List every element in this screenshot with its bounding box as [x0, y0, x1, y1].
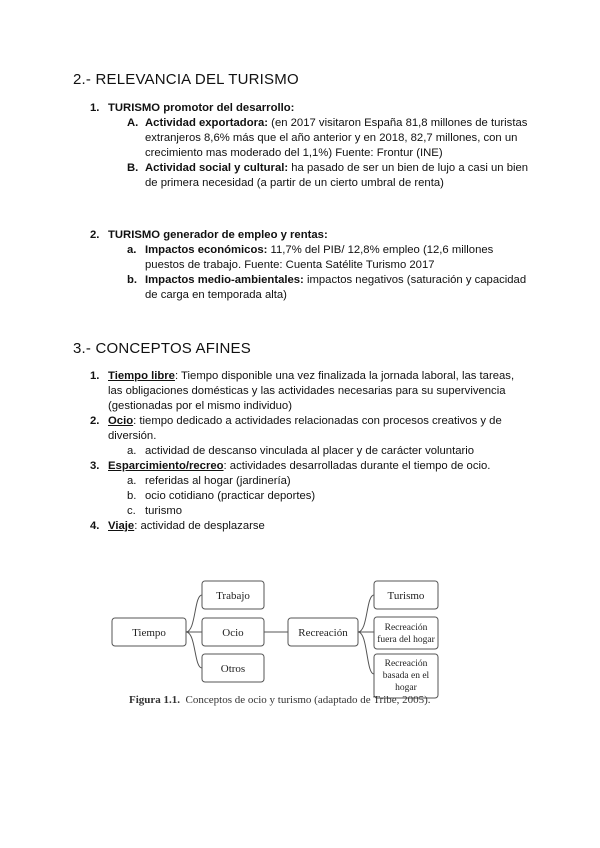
caption-text: Conceptos de ocio y turismo (adaptado de Tribe, 2005). — [185, 694, 431, 706]
list-item: turismo — [145, 505, 183, 517]
list-number: 3. — [90, 460, 100, 472]
list-letter: A. — [127, 117, 139, 129]
list-letter: b. — [127, 274, 138, 286]
node-turismo: Turismo — [387, 590, 425, 602]
item-text: (en 2017 visitaron España 81,8 millones de turistas extranjeros 8,6% más que el año anterior y en 2018, 82,7 millones, con un crecimiento mas moderado del 1,1%) Fuente: Frontur (INE) — [145, 117, 528, 160]
list-number: 2. — [90, 415, 100, 427]
item-text: impactos negativos (saturación y capacidad de carga en temporada alta) — [145, 274, 527, 302]
list-item — [108, 519, 265, 534]
list-letter: c. — [127, 505, 136, 517]
item-text: : tiempo dedicado a actividades relacionadas con procesos creativos y de diversión. — [108, 415, 502, 443]
connector — [186, 595, 202, 632]
list-number: 4. — [90, 520, 100, 532]
node-recreacion: Recreación — [298, 627, 348, 639]
item-term: Actividad exportadora: — [145, 117, 269, 129]
item-text: : Tiempo disponible una vez finalizada la jornada laboral, las tareas, las obligaciones domésticas y las actividades necesarias para su supervivencia (gestionadas por el mismo individuo) — [108, 370, 515, 413]
node-fuera-line1: Recreación — [384, 623, 428, 633]
list-number: 1. — [90, 102, 100, 114]
list-item — [108, 459, 528, 474]
section-3-title: 3.- CONCEPTOS AFINES — [73, 340, 251, 357]
list-number: 2. — [90, 229, 100, 241]
list-item — [108, 369, 528, 415]
list-item-title: TURISMO generador de empleo y rentas: — [108, 229, 328, 241]
section-2-title: 2.- RELEVANCIA DEL TURISMO — [73, 71, 299, 88]
node-basada-line2: basada en el — [382, 671, 430, 681]
item-text: 11,7% del PIB/ 12,8% empleo (12,6 millones puestos de trabajo. Fuente: Cuenta Satélite Turismo 2017 — [145, 244, 494, 272]
item-term: Esparcimiento/recreo — [108, 460, 224, 472]
list-item — [145, 116, 535, 162]
node-trabajo: Trabajo — [216, 590, 250, 602]
list-item — [108, 414, 503, 444]
item-text: : actividad de desplazarse — [134, 520, 265, 532]
list-letter: a. — [127, 244, 137, 256]
connector — [358, 595, 374, 632]
node-ocio: Ocio — [222, 627, 244, 639]
node-otros: Otros — [220, 663, 246, 675]
list-item: referidas al hogar (jardinería) — [145, 475, 291, 487]
caption-label: Figura 1.1. — [129, 694, 181, 706]
list-letter: b. — [127, 490, 137, 502]
node-basada-line3: hogar — [395, 683, 417, 693]
item-text: ha pasado de ser un bien de lujo a casi un bien de primera necesidad (a partir de un cierto umbral de renta) — [145, 162, 529, 190]
item-term: Impactos económicos: — [145, 244, 268, 256]
item-term: Impactos medio-ambientales: — [145, 274, 304, 286]
list-item: ocio cotidiano (practicar deportes) — [145, 490, 316, 502]
list-letter: B. — [127, 162, 139, 174]
connector — [358, 632, 374, 674]
list-letter: a. — [127, 475, 137, 487]
item-text: : actividades desarrolladas durante el tiempo de ocio. — [223, 460, 491, 472]
list-letter: a. — [127, 445, 137, 457]
list-item — [145, 243, 507, 273]
list-item: actividad de descanso vinculada al placer y de carácter voluntario — [145, 445, 475, 457]
item-term: Tiempo libre — [108, 370, 175, 382]
item-term: Actividad social y cultural: — [145, 162, 289, 174]
list-number: 1. — [90, 370, 100, 382]
node-basada-line1: Recreación — [384, 659, 428, 669]
node-tiempo: Tiempo — [132, 627, 166, 639]
item-term: Viaje — [108, 520, 135, 532]
node-fuera-line2: fuera del hogar — [377, 635, 435, 645]
list-item — [145, 161, 535, 191]
list-item-title: TURISMO promotor del desarrollo: — [108, 102, 295, 114]
list-item — [145, 273, 535, 303]
item-term: Ocio — [108, 415, 134, 427]
connector — [186, 632, 202, 668]
figure-caption — [129, 694, 431, 706]
